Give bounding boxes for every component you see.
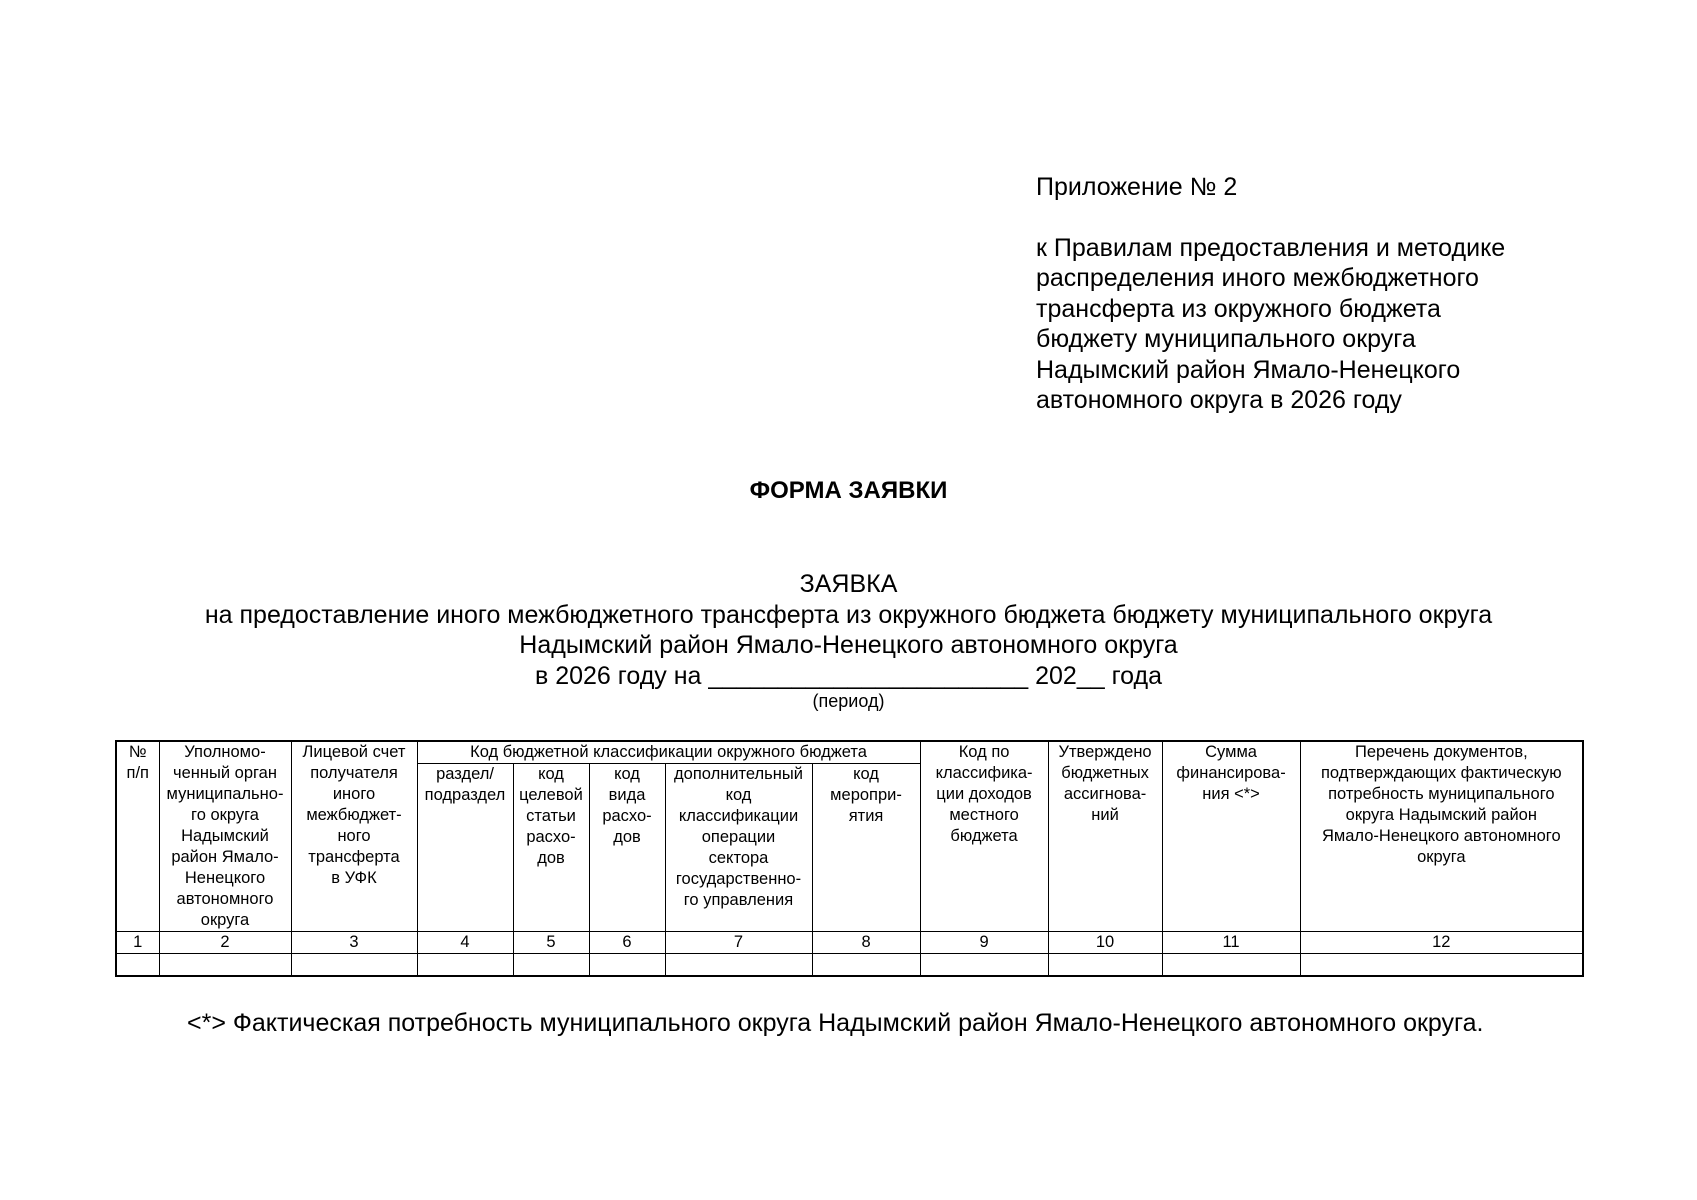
form-title: ФОРМА ЗАЯВКИ: [749, 477, 948, 504]
column-number: 9: [920, 932, 1048, 954]
table-cell[interactable]: [513, 954, 589, 977]
table-cell[interactable]: [665, 954, 812, 977]
header-authority: Уполномо- ченный орган муниципально- го округа Надымский район Ямало- Ненецкого автономного округа: [159, 741, 291, 932]
column-number: 1: [116, 932, 159, 954]
header-budget-classification: Код бюджетной классификации окружного бюджета: [417, 741, 920, 764]
header-section: раздел/ подраздел: [417, 764, 513, 932]
appendix-line: бюджету муниципального округа: [1036, 325, 1416, 353]
empty-data-row: [116, 954, 1583, 977]
table-cell[interactable]: [920, 954, 1048, 977]
table-cell[interactable]: [1048, 954, 1162, 977]
table-cell[interactable]: [589, 954, 665, 977]
header-num: № п/п: [116, 741, 159, 932]
header-target-item: код целевой статьи расхо- дов: [513, 764, 589, 932]
column-number: 2: [159, 932, 291, 954]
request-period-line: в 2026 году на _______________________ 202__ года: [534, 661, 1162, 690]
table-cell[interactable]: [291, 954, 417, 977]
appendix-line: трансферта из окружного бюджета: [1036, 294, 1441, 323]
column-number: 4: [417, 932, 513, 954]
column-number: 6: [589, 932, 665, 954]
header-amount: Сумма финансирова- ния <*>: [1162, 741, 1300, 932]
request-form-table: [115, 740, 1584, 977]
appendix-line: к Правилам предоставления и методике: [1036, 233, 1506, 262]
request-header: [0, 569, 1697, 691]
appendix-number: Приложение № 2: [1036, 173, 1238, 201]
column-number: 3: [291, 932, 417, 954]
column-number: 12: [1300, 932, 1583, 954]
column-number-row: [116, 932, 1583, 954]
appendix-line: автономного округа в 2026 году: [1036, 386, 1402, 414]
appendix-line: распределения иного межбюджетного: [1036, 264, 1479, 292]
table-cell[interactable]: [116, 954, 159, 977]
header-account: Лицевой счет получателя иного межбюджет- ного трансферта в УФК: [291, 741, 417, 932]
column-number: 10: [1048, 932, 1162, 954]
header-additional-code: дополнительный код классификации операции сектора государственно- го управления: [665, 764, 812, 932]
appendix-line: Надымский район Ямало-Ненецкого: [1036, 355, 1461, 384]
table-cell[interactable]: [1162, 954, 1300, 977]
header-documents: Перечень документов, подтверждающих фактическую потребность муниципального округа Надымский район Ямало-Ненецкого автономного округа: [1300, 741, 1583, 932]
request-line: Надымский район Ямало-Ненецкого автономного округа: [519, 631, 1178, 659]
table-cell[interactable]: [1300, 954, 1583, 977]
column-number: 11: [1162, 932, 1300, 954]
period-hint: (период): [812, 691, 885, 711]
header-income-code: Код по классифика- ции доходов местного бюджета: [920, 741, 1048, 932]
column-number: 5: [513, 932, 589, 954]
header-expense-type: код вида расхо- дов: [589, 764, 665, 932]
appendix-block: [1036, 172, 1636, 416]
column-number: 7: [665, 932, 812, 954]
footnote: <*> Фактическая потребность муниципального округа Надымский район Ямало-Ненецкого автономного округа.: [187, 1009, 1484, 1037]
table-cell[interactable]: [159, 954, 291, 977]
table-cell[interactable]: [417, 954, 513, 977]
header-event-code: код меропри- ятия: [812, 764, 920, 932]
table-cell[interactable]: [812, 954, 920, 977]
header-approved: Утверждено бюджетных ассигнова- ний: [1048, 741, 1162, 932]
request-line: на предоставление иного межбюджетного трансферта из окружного бюджета бюджету муниципального округа: [204, 600, 1493, 629]
column-number: 8: [812, 932, 920, 954]
request-heading: ЗАЯВКА: [799, 570, 898, 598]
